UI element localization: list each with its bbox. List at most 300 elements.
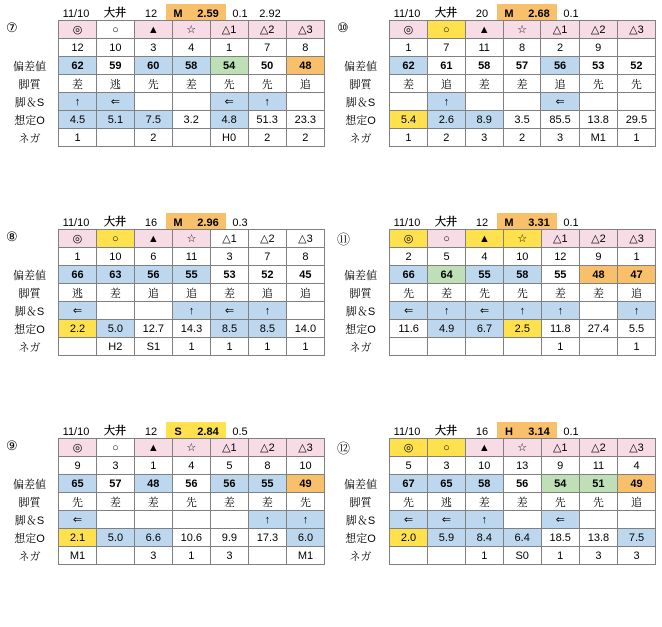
table-cell bbox=[96, 302, 134, 320]
table-cell: 49 bbox=[287, 475, 325, 493]
table-cell bbox=[172, 93, 210, 111]
table-cell bbox=[59, 338, 97, 356]
table-row bbox=[335, 493, 656, 511]
header-grade-badge: M bbox=[166, 213, 190, 229]
table-cell: 5.1 bbox=[96, 111, 134, 129]
table-cell: 差 bbox=[541, 284, 579, 302]
table-cell: 1 bbox=[59, 248, 97, 266]
table-cell: 8 bbox=[286, 39, 324, 57]
table-row bbox=[335, 475, 656, 493]
table-cell: 58 bbox=[465, 475, 503, 493]
header-course: 大井 bbox=[435, 216, 457, 228]
table-row bbox=[335, 57, 656, 75]
table-cell: ↑ bbox=[541, 302, 579, 320]
table-cell: 1 bbox=[390, 39, 428, 57]
header-time: 3.31 bbox=[521, 213, 557, 229]
table-cell: 60 bbox=[134, 57, 172, 75]
mark-cell: △1 bbox=[541, 439, 579, 457]
table-row bbox=[4, 457, 325, 475]
table-cell: 7 bbox=[427, 39, 465, 57]
table-cell: ⇐ bbox=[59, 302, 97, 320]
table-cell: 66 bbox=[390, 266, 428, 284]
table-row bbox=[4, 302, 325, 320]
table-cell: 3 bbox=[618, 547, 656, 565]
table-cell: 55 bbox=[248, 475, 286, 493]
table-cell: 4 bbox=[172, 39, 210, 57]
table-cell: 55 bbox=[172, 266, 210, 284]
table-cell: 67 bbox=[390, 475, 428, 493]
row-label: ネガ bbox=[335, 338, 390, 356]
table-cell: 11 bbox=[465, 39, 503, 57]
row-label: 脚質 bbox=[335, 75, 390, 93]
row-label: ネガ bbox=[4, 547, 59, 565]
table-cell bbox=[617, 39, 655, 57]
table-cell: 逃 bbox=[59, 284, 97, 302]
table-cell: 2.0 bbox=[390, 529, 428, 547]
table-cell: 追 bbox=[541, 75, 579, 93]
table-cell: 差 bbox=[503, 75, 541, 93]
panel-index: ⑩ bbox=[337, 20, 349, 35]
race-table bbox=[335, 438, 656, 565]
row-label bbox=[335, 457, 390, 475]
table-cell: 2.5 bbox=[503, 320, 541, 338]
table-row bbox=[4, 493, 325, 511]
row-label: 脚質 bbox=[4, 75, 59, 93]
table-cell: 52 bbox=[617, 57, 655, 75]
table-cell: 先 bbox=[579, 75, 617, 93]
row-label: 偏差値 bbox=[335, 475, 390, 493]
table-cell: 9 bbox=[59, 457, 97, 475]
table-cell: 差 bbox=[465, 493, 503, 511]
table-row bbox=[335, 457, 656, 475]
mark-cell: ▲ bbox=[466, 230, 504, 248]
table-cell: ⇐ bbox=[211, 302, 249, 320]
mark-cell: ○ bbox=[96, 230, 134, 248]
table-cell: 29.5 bbox=[617, 111, 655, 129]
table-cell: ↑ bbox=[172, 302, 210, 320]
table-cell: 8 bbox=[248, 457, 286, 475]
table-cell: 62 bbox=[59, 57, 97, 75]
table-row-marks bbox=[335, 439, 656, 457]
row-label: ネガ bbox=[4, 129, 59, 147]
header-spacer bbox=[4, 4, 58, 20]
table-row bbox=[335, 338, 656, 356]
table-row bbox=[4, 39, 325, 57]
table-cell bbox=[96, 129, 134, 147]
row-label: 脚＆S bbox=[335, 511, 390, 529]
table-cell: 56 bbox=[541, 57, 579, 75]
table-cell: 5 bbox=[390, 457, 428, 475]
table-cell bbox=[134, 511, 172, 529]
table-cell: 逃 bbox=[427, 493, 465, 511]
table-cell: ⇐ bbox=[466, 302, 504, 320]
table-cell: ↑ bbox=[618, 302, 656, 320]
mark-cell: △3 bbox=[618, 439, 656, 457]
mark-cell: ▲ bbox=[465, 21, 503, 39]
table-cell: 1 bbox=[541, 338, 579, 356]
table-cell: 1 bbox=[618, 248, 656, 266]
row-label: 偏差値 bbox=[4, 475, 59, 493]
table-row-marks bbox=[4, 230, 325, 248]
table-cell: M1 bbox=[287, 547, 325, 565]
table-row bbox=[335, 129, 656, 147]
table-cell: 1 bbox=[172, 338, 210, 356]
table-cell: ⇐ bbox=[96, 93, 134, 111]
table-cell: 56 bbox=[503, 475, 541, 493]
header-race-number: 16 bbox=[475, 426, 489, 438]
table-cell: S1 bbox=[134, 338, 172, 356]
mark-cell: △1 bbox=[541, 230, 579, 248]
table-cell bbox=[503, 338, 541, 356]
header-time: 3.14 bbox=[521, 422, 557, 438]
table-cell: ↑ bbox=[59, 93, 97, 111]
table-row bbox=[335, 248, 656, 266]
race-table bbox=[4, 229, 325, 356]
mark-cell: △2 bbox=[579, 21, 617, 39]
row-label: ネガ bbox=[335, 547, 390, 565]
header-diff: 0.3 bbox=[232, 217, 248, 229]
header-extra bbox=[585, 422, 617, 438]
header-date: 11/10 bbox=[62, 217, 90, 229]
panel-index: ⑪ bbox=[337, 232, 351, 247]
table-row bbox=[335, 284, 656, 302]
row-label: 偏差値 bbox=[4, 266, 59, 284]
table-cell: 1 bbox=[618, 338, 656, 356]
table-row-marks bbox=[335, 230, 656, 248]
row-label: 脚＆S bbox=[4, 93, 59, 111]
mark-cell: ◎ bbox=[390, 21, 428, 39]
table-cell bbox=[390, 547, 428, 565]
table-cell bbox=[579, 93, 617, 111]
table-row bbox=[4, 93, 325, 111]
table-cell: 49 bbox=[618, 475, 656, 493]
table-cell: 11 bbox=[579, 457, 617, 475]
table-cell: 45 bbox=[286, 266, 324, 284]
table-cell: 6 bbox=[134, 248, 172, 266]
table-row bbox=[335, 93, 656, 111]
mark-cell: △3 bbox=[617, 21, 655, 39]
row-label: 脚質 bbox=[335, 284, 390, 302]
table-cell: 27.4 bbox=[579, 320, 617, 338]
table-cell: 2.2 bbox=[59, 320, 97, 338]
table-row bbox=[4, 111, 325, 129]
header-extra bbox=[254, 422, 286, 438]
table-cell: 5.9 bbox=[427, 529, 465, 547]
table-cell: 53 bbox=[211, 266, 249, 284]
header-diff: 0.5 bbox=[232, 426, 248, 438]
table-cell: 4 bbox=[618, 457, 656, 475]
table-cell: 59 bbox=[96, 57, 134, 75]
table-cell: 54 bbox=[210, 57, 248, 75]
table-cell: 58 bbox=[503, 266, 541, 284]
table-cell: 2 bbox=[427, 129, 465, 147]
table-cell: ↑ bbox=[428, 302, 466, 320]
table-cell: 3 bbox=[541, 129, 579, 147]
table-cell: 11.8 bbox=[541, 320, 579, 338]
table-cell: 9 bbox=[579, 39, 617, 57]
table-cell: 5.5 bbox=[618, 320, 656, 338]
mark-cell: △2 bbox=[248, 21, 286, 39]
panel-index: ⑨ bbox=[6, 438, 18, 453]
table-row bbox=[335, 75, 656, 93]
table-cell: 56 bbox=[172, 475, 210, 493]
table-cell: 差 bbox=[96, 284, 134, 302]
row-label: ネガ bbox=[335, 129, 390, 147]
table-row bbox=[4, 75, 325, 93]
table-cell: 53 bbox=[579, 57, 617, 75]
table-row bbox=[4, 475, 325, 493]
mark-cell: △1 bbox=[211, 230, 249, 248]
header-course: 大井 bbox=[104, 7, 126, 19]
table-cell: 13.8 bbox=[579, 529, 617, 547]
race-panel bbox=[0, 0, 331, 209]
table-cell: 57 bbox=[96, 475, 134, 493]
header-grade-badge: S bbox=[166, 422, 190, 438]
table-cell: ↑ bbox=[465, 511, 503, 529]
table-cell: 1 bbox=[211, 338, 249, 356]
panel-header bbox=[335, 422, 617, 438]
table-cell: 先 bbox=[59, 493, 97, 511]
table-cell bbox=[96, 511, 134, 529]
table-cell: ⇐ bbox=[541, 511, 579, 529]
table-cell: 1 bbox=[248, 338, 286, 356]
table-row bbox=[4, 338, 325, 356]
table-cell: 7.5 bbox=[618, 529, 656, 547]
table-cell: 差 bbox=[465, 75, 503, 93]
table-cell: M1 bbox=[59, 547, 97, 565]
panel-header bbox=[4, 4, 286, 20]
panel-index: ⑫ bbox=[337, 441, 351, 456]
table-cell: 62 bbox=[390, 57, 428, 75]
table-cell bbox=[286, 93, 324, 111]
race-table bbox=[4, 438, 325, 565]
table-cell: 50 bbox=[248, 57, 286, 75]
table-cell: 差 bbox=[503, 493, 541, 511]
table-cell: 18.5 bbox=[541, 529, 579, 547]
table-cell: S0 bbox=[503, 547, 541, 565]
table-cell: 52 bbox=[248, 266, 286, 284]
header-grade-badge: H bbox=[497, 422, 521, 438]
table-cell: 6.0 bbox=[287, 529, 325, 547]
header-course: 大井 bbox=[435, 425, 457, 437]
table-cell bbox=[617, 93, 655, 111]
table-cell: 61 bbox=[427, 57, 465, 75]
table-cell: 6.7 bbox=[466, 320, 504, 338]
mark-cell: △1 bbox=[210, 439, 248, 457]
table-row bbox=[335, 111, 656, 129]
mark-cell: ◎ bbox=[59, 439, 97, 457]
row-label: 想定O bbox=[4, 111, 59, 129]
table-cell: 先 bbox=[503, 284, 541, 302]
mark-cell: △2 bbox=[579, 439, 617, 457]
table-cell: 10 bbox=[503, 248, 541, 266]
table-cell: ↑ bbox=[427, 93, 465, 111]
panel-header bbox=[335, 4, 617, 20]
panel-index: ⑧ bbox=[6, 229, 18, 244]
table-cell: 2.1 bbox=[59, 529, 97, 547]
header-race-number: 12 bbox=[144, 8, 158, 20]
mark-cell: ☆ bbox=[172, 439, 210, 457]
row-label: 想定O bbox=[4, 529, 59, 547]
table-row-marks bbox=[335, 21, 656, 39]
table-cell: 51.3 bbox=[248, 111, 286, 129]
race-panel bbox=[331, 418, 662, 627]
header-time: 2.68 bbox=[521, 4, 557, 20]
table-row bbox=[335, 529, 656, 547]
row-label: 脚質 bbox=[4, 284, 59, 302]
table-cell: 逃 bbox=[96, 75, 134, 93]
table-cell: 13 bbox=[503, 457, 541, 475]
mark-cell: ▲ bbox=[134, 230, 172, 248]
mark-cell: ☆ bbox=[503, 439, 541, 457]
header-spacer bbox=[335, 213, 389, 229]
table-cell: 4 bbox=[466, 248, 504, 266]
table-row bbox=[4, 511, 325, 529]
table-cell: 追 bbox=[172, 284, 210, 302]
table-cell bbox=[134, 302, 172, 320]
header-course: 大井 bbox=[435, 7, 457, 19]
header-spacer bbox=[335, 4, 389, 20]
mark-cell: ◎ bbox=[390, 439, 428, 457]
table-cell: 先 bbox=[466, 284, 504, 302]
row-label: ネガ bbox=[4, 338, 59, 356]
table-cell: 58 bbox=[172, 57, 210, 75]
header-time: 2.84 bbox=[190, 422, 226, 438]
table-cell: 63 bbox=[96, 266, 134, 284]
table-cell: 差 bbox=[134, 493, 172, 511]
mark-cell: ☆ bbox=[172, 230, 210, 248]
table-cell: 2 bbox=[503, 129, 541, 147]
table-cell: 66 bbox=[59, 266, 97, 284]
table-cell: 5.4 bbox=[390, 111, 428, 129]
table-cell bbox=[503, 511, 541, 529]
table-cell: 65 bbox=[59, 475, 97, 493]
table-cell bbox=[579, 338, 617, 356]
table-cell: 差 bbox=[172, 75, 210, 93]
header-date: 11/10 bbox=[393, 426, 421, 438]
table-cell bbox=[618, 511, 656, 529]
table-cell: ↑ bbox=[248, 511, 286, 529]
mark-cell: ▲ bbox=[465, 439, 503, 457]
table-row-marks bbox=[4, 439, 325, 457]
header-date: 11/10 bbox=[62, 426, 90, 438]
table-cell bbox=[390, 338, 428, 356]
table-cell: 12 bbox=[59, 39, 97, 57]
race-table bbox=[4, 20, 325, 147]
table-cell: 2 bbox=[248, 129, 286, 147]
table-cell: 47 bbox=[618, 266, 656, 284]
table-cell: ⇐ bbox=[59, 511, 97, 529]
mark-cell: ○ bbox=[96, 21, 134, 39]
race-panel bbox=[0, 209, 331, 418]
table-cell: 1 bbox=[390, 129, 428, 147]
table-cell: 56 bbox=[134, 266, 172, 284]
table-cell: 追 bbox=[618, 284, 656, 302]
header-diff: 0.1 bbox=[563, 217, 579, 229]
header-extra bbox=[585, 4, 617, 20]
table-cell: 9.9 bbox=[210, 529, 248, 547]
table-cell: 差 bbox=[248, 493, 286, 511]
table-cell bbox=[503, 93, 541, 111]
table-cell: 64 bbox=[428, 266, 466, 284]
table-cell: 差 bbox=[210, 493, 248, 511]
row-label: 脚＆S bbox=[4, 511, 59, 529]
table-cell: ↑ bbox=[248, 302, 286, 320]
table-cell: ↑ bbox=[503, 302, 541, 320]
table-row bbox=[4, 529, 325, 547]
row-label bbox=[4, 39, 59, 57]
table-cell: 51 bbox=[579, 475, 617, 493]
mark-cell: ○ bbox=[427, 439, 465, 457]
row-label: 脚＆S bbox=[335, 302, 390, 320]
table-cell: 7.5 bbox=[134, 111, 172, 129]
table-cell: 3.2 bbox=[172, 111, 210, 129]
table-cell: H0 bbox=[210, 129, 248, 147]
panel-header bbox=[4, 213, 286, 229]
header-extra bbox=[254, 213, 286, 229]
table-cell: 5.0 bbox=[96, 529, 134, 547]
table-cell: ⇐ bbox=[210, 93, 248, 111]
panel-header bbox=[4, 422, 286, 438]
table-cell: 先 bbox=[390, 493, 428, 511]
header-diff: 0.1 bbox=[232, 8, 248, 20]
table-cell bbox=[465, 93, 503, 111]
table-cell: 追 bbox=[618, 493, 656, 511]
table-row bbox=[4, 284, 325, 302]
mark-cell: ▲ bbox=[134, 439, 172, 457]
mark-cell: ○ bbox=[427, 21, 465, 39]
table-cell: 1 bbox=[541, 547, 579, 565]
header-diff: 0.1 bbox=[563, 8, 579, 20]
table-cell: 1 bbox=[172, 547, 210, 565]
table-cell: 12 bbox=[541, 248, 579, 266]
table-cell bbox=[466, 338, 504, 356]
table-cell: ↑ bbox=[248, 93, 286, 111]
table-cell: 5 bbox=[210, 457, 248, 475]
row-label bbox=[335, 248, 390, 266]
table-cell: 先 bbox=[172, 493, 210, 511]
table-cell: 7 bbox=[248, 248, 286, 266]
table-cell: 先 bbox=[134, 75, 172, 93]
mark-cell: △2 bbox=[248, 230, 286, 248]
table-cell: 23.3 bbox=[286, 111, 324, 129]
panel-index: ⑦ bbox=[6, 20, 18, 35]
table-cell: 10 bbox=[465, 457, 503, 475]
row-label: 脚＆S bbox=[335, 93, 390, 111]
table-cell: 差 bbox=[579, 284, 617, 302]
mark-cell: ☆ bbox=[503, 21, 541, 39]
table-cell: 8 bbox=[503, 39, 541, 57]
table-cell: 48 bbox=[134, 475, 172, 493]
table-cell: 1 bbox=[465, 547, 503, 565]
table-cell: 追 bbox=[286, 284, 324, 302]
table-cell: 54 bbox=[541, 475, 579, 493]
table-cell bbox=[286, 302, 324, 320]
table-cell: 先 bbox=[210, 75, 248, 93]
table-row bbox=[335, 547, 656, 565]
table-row bbox=[4, 320, 325, 338]
table-row bbox=[335, 302, 656, 320]
header-race-number: 16 bbox=[144, 217, 158, 229]
table-cell: 3.5 bbox=[503, 111, 541, 129]
table-cell bbox=[428, 338, 466, 356]
header-grade-badge: M bbox=[497, 4, 521, 20]
row-label: 偏差値 bbox=[335, 266, 390, 284]
table-cell: 10.6 bbox=[172, 529, 210, 547]
table-row bbox=[4, 547, 325, 565]
header-extra bbox=[585, 213, 617, 229]
table-cell: 追 bbox=[427, 75, 465, 93]
